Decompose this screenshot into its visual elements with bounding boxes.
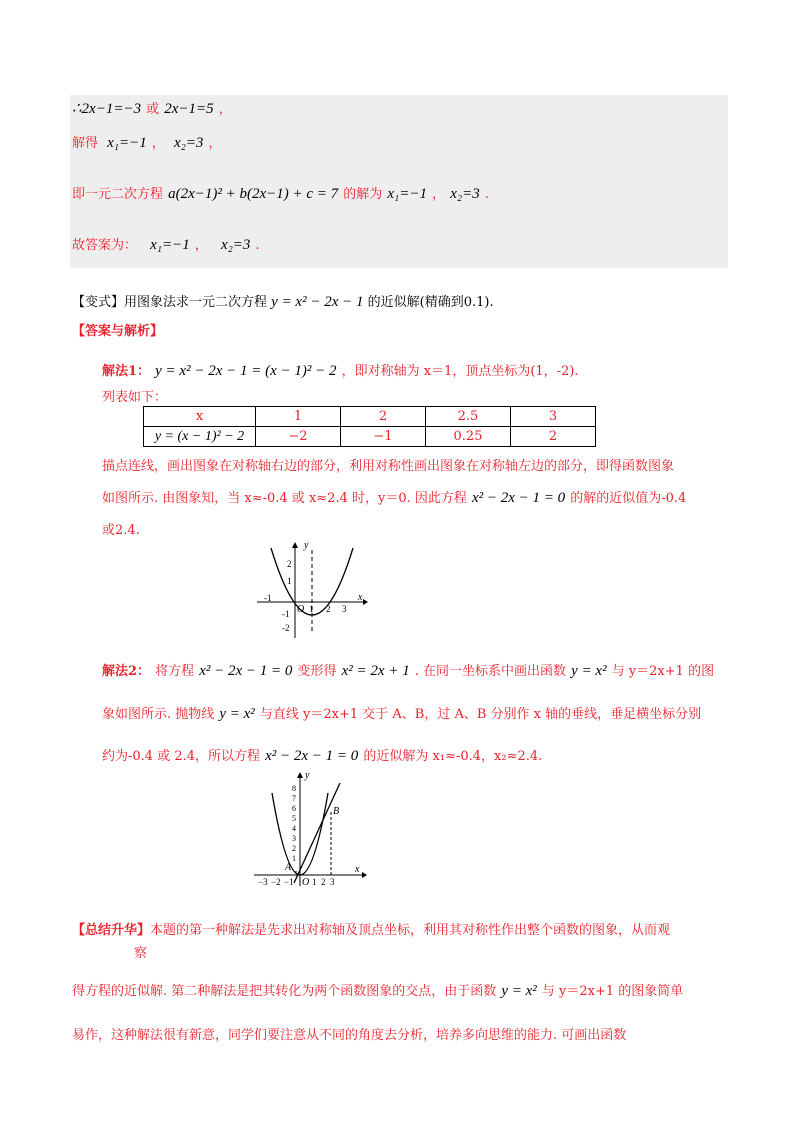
method1-para-line1: 描点连线，画出图象在对称轴右边的部分，利用对称性画出图象在对称轴左边的部分，即得函数图象: [102, 459, 675, 474]
paragraph-text: . 在同一坐标系中画出函数: [414, 664, 567, 679]
y-axis-label: y: [305, 770, 310, 781]
table-cell: x: [144, 407, 256, 427]
y-tick-label: 8: [292, 784, 296, 793]
table-cell: 3: [511, 407, 596, 427]
quadratic-equation: a(2x−1)² + b(2x−1) + c = 7: [168, 186, 339, 202]
table-row: [144, 427, 596, 447]
paragraph-text: 象如图所示. 抛物线: [102, 707, 215, 722]
box-line-2: [72, 132, 222, 152]
paragraph-text: 约为-0.4 或 2.4，所以方程: [102, 749, 261, 764]
comma: ，: [218, 102, 232, 117]
comma: ，: [151, 136, 165, 151]
paragraph-text: 变形得: [297, 664, 337, 679]
root-x2: x₂=3: [220, 237, 251, 253]
x-axis-label: x: [355, 864, 360, 875]
value-table: [143, 406, 596, 447]
method1-equation: y = x² − 2x − 1 = (x − 1)² − 2: [155, 363, 337, 379]
equation: x² − 2x − 1 = 0: [265, 748, 359, 764]
method1-label: 解法1：: [102, 364, 151, 379]
line-y-2x-plus-1: [294, 783, 340, 883]
origin-label: O: [302, 877, 310, 888]
box-line-1: [72, 98, 232, 118]
x-tick-label: 2: [321, 877, 326, 887]
x-tick-label: -1: [264, 593, 272, 603]
table-cell: y = (x − 1)² − 2: [144, 427, 256, 447]
method2-line3: [102, 745, 542, 765]
method1-line: [102, 360, 579, 380]
x-tick-label: 3: [342, 604, 347, 614]
equation-1: ∴2x−1=−3: [72, 101, 142, 117]
table-cell: 2: [511, 427, 596, 447]
variant-tail: 的近似解(精确到0.1).: [367, 295, 494, 310]
paragraph-text: 本题的第一种解法是先求出对称轴及顶点坐标，利用其对称性作出整个函数的图象，从而观: [150, 923, 671, 938]
table-cell: 2.5: [426, 407, 511, 427]
y-tick-label: 5: [292, 814, 296, 823]
box-line-3: [72, 183, 489, 203]
method2-line1: [102, 660, 714, 680]
y-tick-label: 4: [292, 824, 296, 833]
table-cell: 1: [256, 407, 341, 427]
root-x2: x₂=3: [173, 135, 204, 151]
point-a-label: A: [285, 862, 292, 873]
paragraph-text: 与 y＝2x+1 的图象简单: [541, 984, 684, 999]
x-tick-label: 1: [309, 604, 314, 614]
root-x1: x₁=−1: [387, 186, 427, 202]
or-text: 或: [146, 102, 160, 117]
paragraph-text: 将方程: [155, 664, 195, 679]
method1-para-line3: 或2.4.: [102, 523, 140, 538]
parabola-line-graph: [250, 768, 370, 888]
method1-tail: ，即对称轴为 x＝1，顶点坐标为(1，-2).: [341, 364, 579, 379]
y-axis-arrow: [297, 772, 303, 778]
list-label: 列表如下：: [102, 390, 168, 405]
root-x1: x₁=−1: [107, 135, 147, 151]
comma: ，: [194, 238, 208, 253]
y-tick-label: 1: [292, 854, 296, 863]
y-tick-label: 7: [292, 794, 296, 803]
x-tick-label: 1: [312, 877, 317, 887]
y-tick-label: -2: [282, 623, 290, 633]
variant-label: 【变式】用图象法求一元二次方程: [72, 295, 268, 310]
x-tick-label: −2: [271, 877, 281, 887]
paragraph-text: 得方程的近似解. 第二种解法是把其转化为两个函数图象的交点，由于函数: [72, 984, 497, 999]
method1-para-line2: [102, 487, 686, 507]
x-axis-label: x: [358, 592, 363, 603]
method2-line2: [102, 703, 701, 723]
equation: x² − 2x − 1 = 0: [471, 490, 566, 506]
y-tick-label: 2: [287, 559, 292, 569]
table-cell: 0.25: [426, 427, 511, 447]
period: .: [484, 187, 489, 202]
x-axis-arrow: [363, 599, 368, 605]
summary-line3: 易作，这种解法很有新意，同学们要注意从不同的角度去分析，培养多向思维的能力. 可画出函数: [72, 1028, 627, 1043]
summary-line1b: 察: [134, 946, 148, 961]
y-axis-label: y: [304, 540, 309, 551]
x-tick-label: −1: [284, 877, 294, 887]
equation: x² − 2x − 1 = 0: [199, 663, 293, 679]
table-cell: −1: [341, 427, 426, 447]
x-tick-label: −3: [258, 877, 268, 887]
summary-label: 【总结升华】: [72, 923, 151, 938]
solution-label: 的解为: [343, 187, 383, 202]
table-cell: −2: [256, 427, 341, 447]
origin-label: O: [297, 604, 305, 615]
y-tick-label: 3: [292, 834, 296, 843]
y-tick-label: 1: [287, 576, 292, 586]
equation: x² = 2x + 1: [341, 663, 410, 679]
period: .: [255, 238, 260, 253]
summary-line1: [72, 919, 670, 938]
paragraph-text: 与 y＝2x+1 的图: [611, 664, 715, 679]
x-tick-label: 2: [326, 604, 331, 614]
parabola-graph-1: [255, 540, 370, 640]
comma: ，: [208, 136, 222, 151]
variant-question: [72, 291, 494, 311]
equation-2: 2x−1=5: [164, 101, 214, 117]
table-row: [144, 407, 596, 427]
y-tick-label: -1: [282, 609, 290, 619]
variant-equation: y = x² − 2x − 1: [271, 294, 364, 310]
equation: y = x²: [501, 983, 537, 999]
method2-label: 解法2：: [102, 664, 151, 679]
paragraph-text: 的解的近似值为-0.4: [570, 491, 687, 506]
paragraph-text: 的近似解为 x₁≈-0.4，x₂≈2.4.: [363, 749, 543, 764]
x-axis-arrow: [362, 872, 367, 878]
paragraph-text: 如图所示. 由图象知，当 x≈-0.4 或 x≈2.4 时，y＝0. 因此方程: [102, 491, 467, 506]
paragraph-text: 与直线 y＝2x+1 交于 A、B，过 A、B 分别作 x 轴的垂线，垂足横坐标分别: [259, 707, 702, 722]
summary-line2: [72, 980, 683, 1000]
comma: ，: [432, 187, 446, 202]
root-x1: x₁=−1: [150, 237, 190, 253]
solve-label: 解得: [72, 136, 99, 151]
y-axis-arrow: [292, 542, 298, 548]
point-b-label: B: [333, 806, 340, 817]
table-cell: 2: [341, 407, 426, 427]
equation: y = x²: [219, 706, 255, 722]
equation-label: 即一元二次方程: [72, 187, 164, 202]
box-line-4: [72, 234, 260, 254]
y-tick-label: 6: [292, 804, 296, 813]
equation: y = x²: [571, 663, 607, 679]
x-tick-label: 3: [330, 877, 335, 887]
y-tick-label: 2: [292, 844, 296, 853]
answer-heading: 【答案与解析】: [72, 324, 164, 339]
answer-label: 故答案为：: [72, 238, 138, 253]
root-x2: x₂=3: [450, 186, 480, 202]
